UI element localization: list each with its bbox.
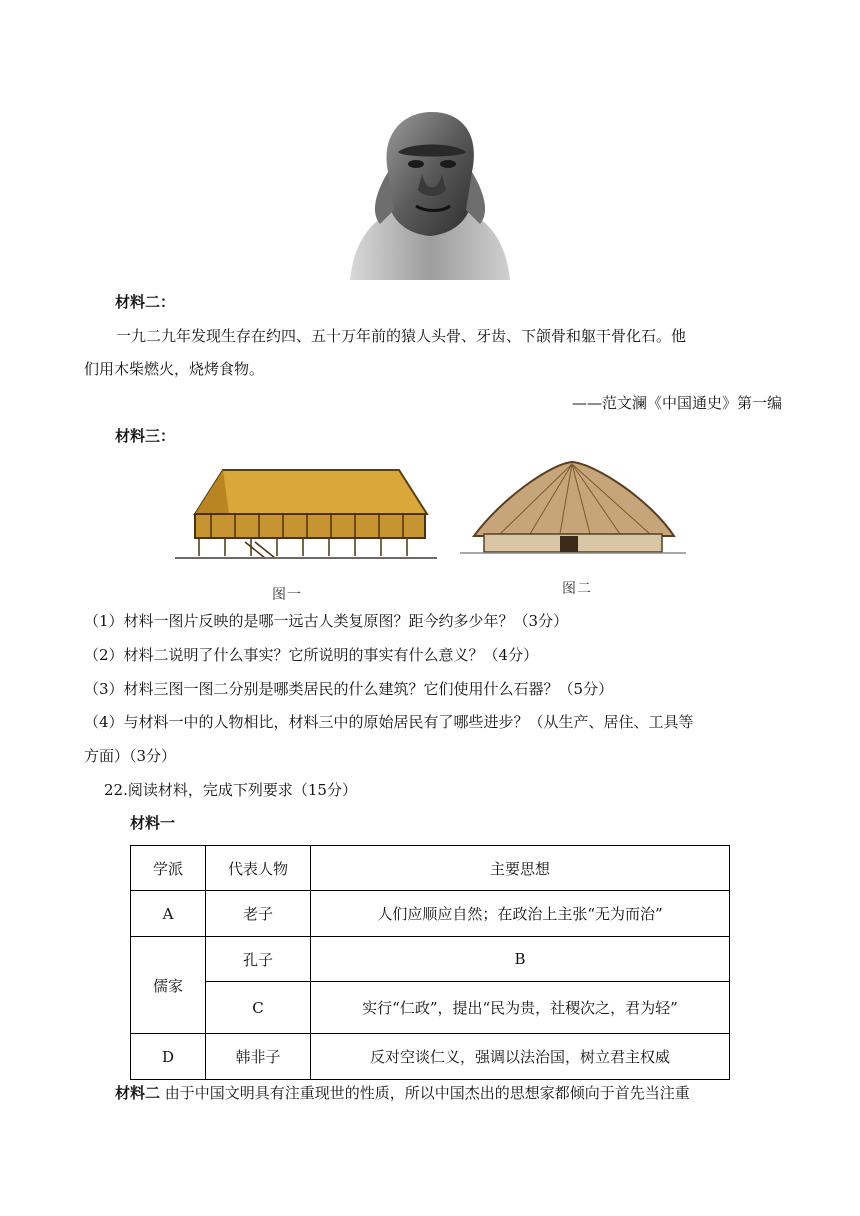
figure2-caption: 图二 bbox=[562, 581, 592, 597]
cell-school: D bbox=[131, 1034, 206, 1080]
cell-idea: 反对空谈仁义，强调以法治国，树立君主权威 bbox=[311, 1034, 730, 1080]
question-2: （2）材料二说明了什么事实？它所说明的事实有什么意义？（4分） bbox=[84, 646, 539, 664]
q22-material1-heading: 材料一 bbox=[130, 814, 176, 832]
cell-idea: 实行“仁政”，提出“民为贵，社稷次之，君为轻” bbox=[311, 982, 730, 1034]
question-4-line2: 方面）（3分） bbox=[84, 747, 177, 765]
schools-of-thought-table bbox=[130, 845, 730, 1080]
question-1: （1）材料一图片反映的是哪一远古人类复原图？距今约多少年？（3分） bbox=[84, 612, 569, 630]
table-row bbox=[131, 1034, 730, 1080]
q22-material2 bbox=[115, 1083, 690, 1103]
q22-material2-text: 由于中国文明具有注重现世的性质，所以中国杰出的思想家都倾向于首先当注重 bbox=[164, 1084, 690, 1102]
header-representative: 代表人物 bbox=[206, 846, 311, 891]
cell-idea: B bbox=[311, 937, 730, 982]
q22-material2-heading: 材料二 bbox=[115, 1084, 161, 1102]
material2-heading: 材料二： bbox=[115, 293, 176, 311]
stilt-house-image bbox=[175, 462, 437, 562]
cell-person: 老子 bbox=[206, 891, 311, 937]
table-header-row bbox=[131, 846, 730, 891]
peking-man-bust-image bbox=[350, 112, 510, 280]
cell-person: 韩非子 bbox=[206, 1034, 311, 1080]
question-3: （3）材料三图一图二分别是哪类居民的什么建筑？它们使用什么石器？（5分） bbox=[84, 680, 614, 698]
material3-heading: 材料三： bbox=[115, 427, 176, 445]
material2-source: ——范文澜《中国通史》第一编 bbox=[571, 394, 782, 412]
header-school: 学派 bbox=[131, 846, 206, 891]
cell-person: C bbox=[206, 982, 311, 1034]
cell-school-confucian: 儒家 bbox=[131, 937, 206, 1034]
figure1-caption: 图一 bbox=[272, 587, 302, 603]
cell-idea: 人们应顺应自然；在政治上主张“无为而治” bbox=[311, 891, 730, 937]
cell-person: 孔子 bbox=[206, 937, 311, 982]
table-row bbox=[131, 937, 730, 982]
question-22-title: 22.阅读材料，完成下列要求（15分） bbox=[104, 781, 357, 799]
round-hut-image bbox=[460, 460, 686, 560]
header-main-idea: 主要思想 bbox=[311, 846, 730, 891]
table-row bbox=[131, 982, 730, 1034]
question-4-line1: （4）与材料一中的人物相比，材料三中的原始居民有了哪些进步？（从生产、居住、工具等 bbox=[84, 713, 694, 731]
cell-school: A bbox=[131, 891, 206, 937]
table-row bbox=[131, 891, 730, 937]
material2-text-line2: 们用木柴燃火，烧烤食物。 bbox=[84, 360, 265, 378]
material2-text-line1: 一九二九年发现生存在约四、五十万年前的猿人头骨、牙齿、下颌骨和躯干骨化石。他 bbox=[116, 327, 687, 345]
